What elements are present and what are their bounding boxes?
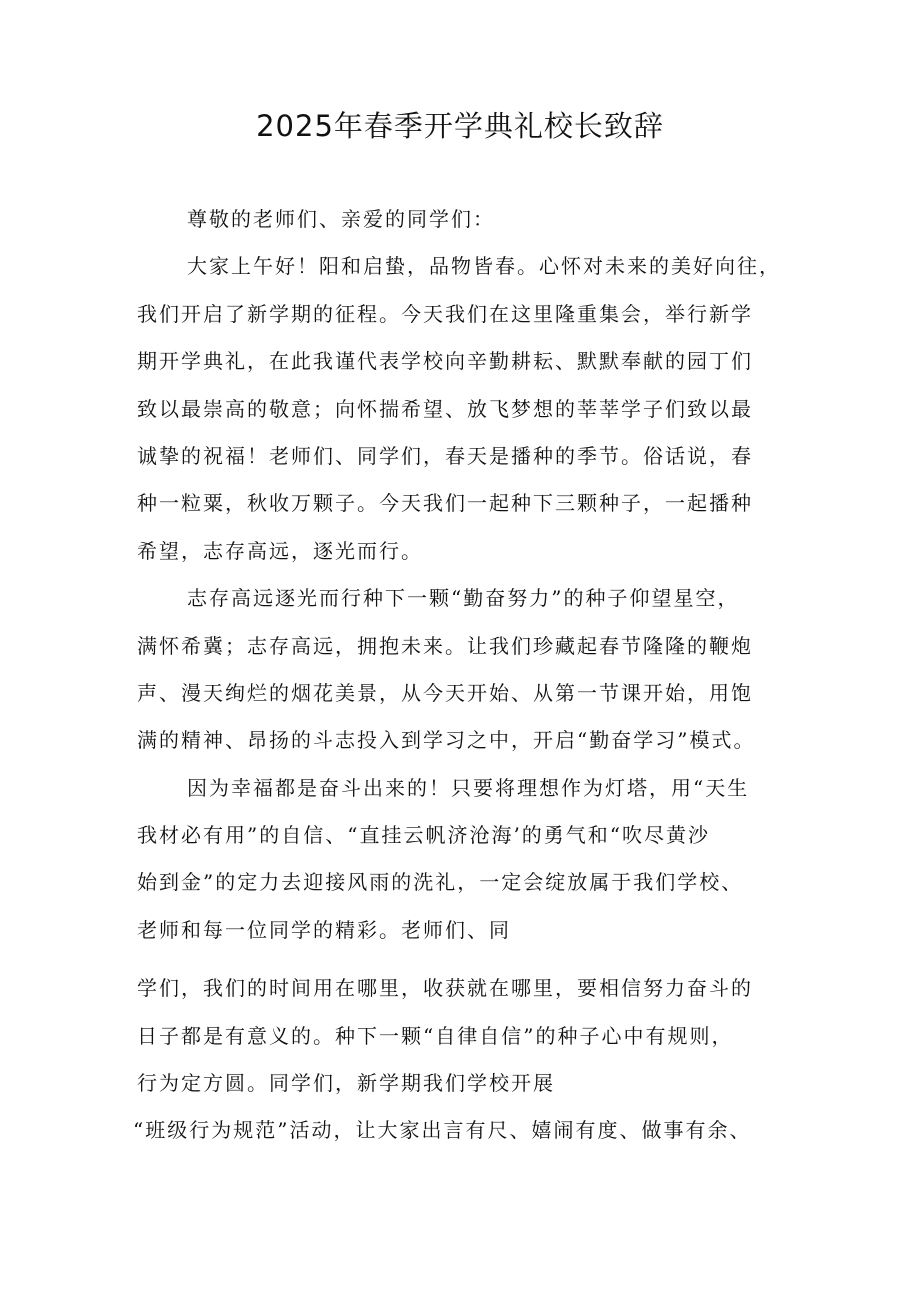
paragraph-line: 满的精神、昂扬的斗志投入到学习之中，开启“勤奋学习”模式。	[137, 728, 756, 753]
paragraph-line: 行为定方圆。同学们，新学期我们学校开展	[137, 1071, 555, 1096]
paragraph-line: 期开学典礼，在此我谨代表学校向辛勤耕耘、默默奉献的园丁们	[137, 349, 753, 374]
paragraph-line: 希望，志存高远，逐光而行。	[137, 538, 423, 563]
paragraph-line: 学们，我们的时间用在哪里，收获就在哪里，要相信努力奋斗的	[137, 976, 753, 1001]
salutation-line: 尊敬的老师们、亲爱的同学们：	[187, 207, 495, 231]
paragraph-line: 我们开启了新学期的征程。今天我们在这里隆重集会，举行新学	[137, 301, 753, 326]
paragraph-line: 种一粒粟，秋收万颗子。今天我们一起种下三颗种子，一起播种	[137, 491, 753, 516]
paragraph-line: 始到金”的定力去迎接风雨的洗礼，一定会绽放属于我们学校、	[137, 870, 744, 895]
paragraph-line: 大家上午好！阳和启蛰，品物皆春。心怀对未来的美好向往，	[187, 254, 781, 279]
document-body	[133, 196, 797, 1155]
paragraph-line: 致以最崇高的敬意；向怀揣希望、放飞梦想的莘莘学子们致以最	[137, 396, 753, 421]
paragraph-line: 因为幸福都是奋斗出来的！只要将理想作为灯塔，用“天生	[187, 775, 750, 800]
paragraph-line: 诚挚的祝福！老师们、同学们，春天是播种的季节。俗话说，春	[137, 443, 753, 468]
paragraph-line: 老师和每一位同学的精彩。老师们、同	[137, 917, 511, 942]
paragraph-line: 满怀希冀；志存高远，拥抱未来。让我们珍藏起春节隆隆的鞭炮	[137, 633, 753, 658]
paragraph-line: 日子都是有意义的。种下一颗“自律自信”的种子心中有规则，	[137, 1023, 734, 1048]
document-title: 2025年春季开学典礼校长致辞	[256, 109, 664, 143]
paragraph-line: 声、漫天绚烂的烟花美景，从今天开始、从第一节课开始，用饱	[137, 680, 753, 705]
paragraph-line: “班级行为规范”活动，让大家出言有尺、嬉闹有度、做事有余、	[133, 1118, 752, 1143]
paragraph-line: 我材必有用”的自信、“直挂云帆济沧海’的勇气和“吹尽黄沙	[137, 823, 711, 848]
paragraph-line: 志存高远逐光而行种下一颗“勤奋努力”的种子仰望星空，	[187, 586, 740, 611]
